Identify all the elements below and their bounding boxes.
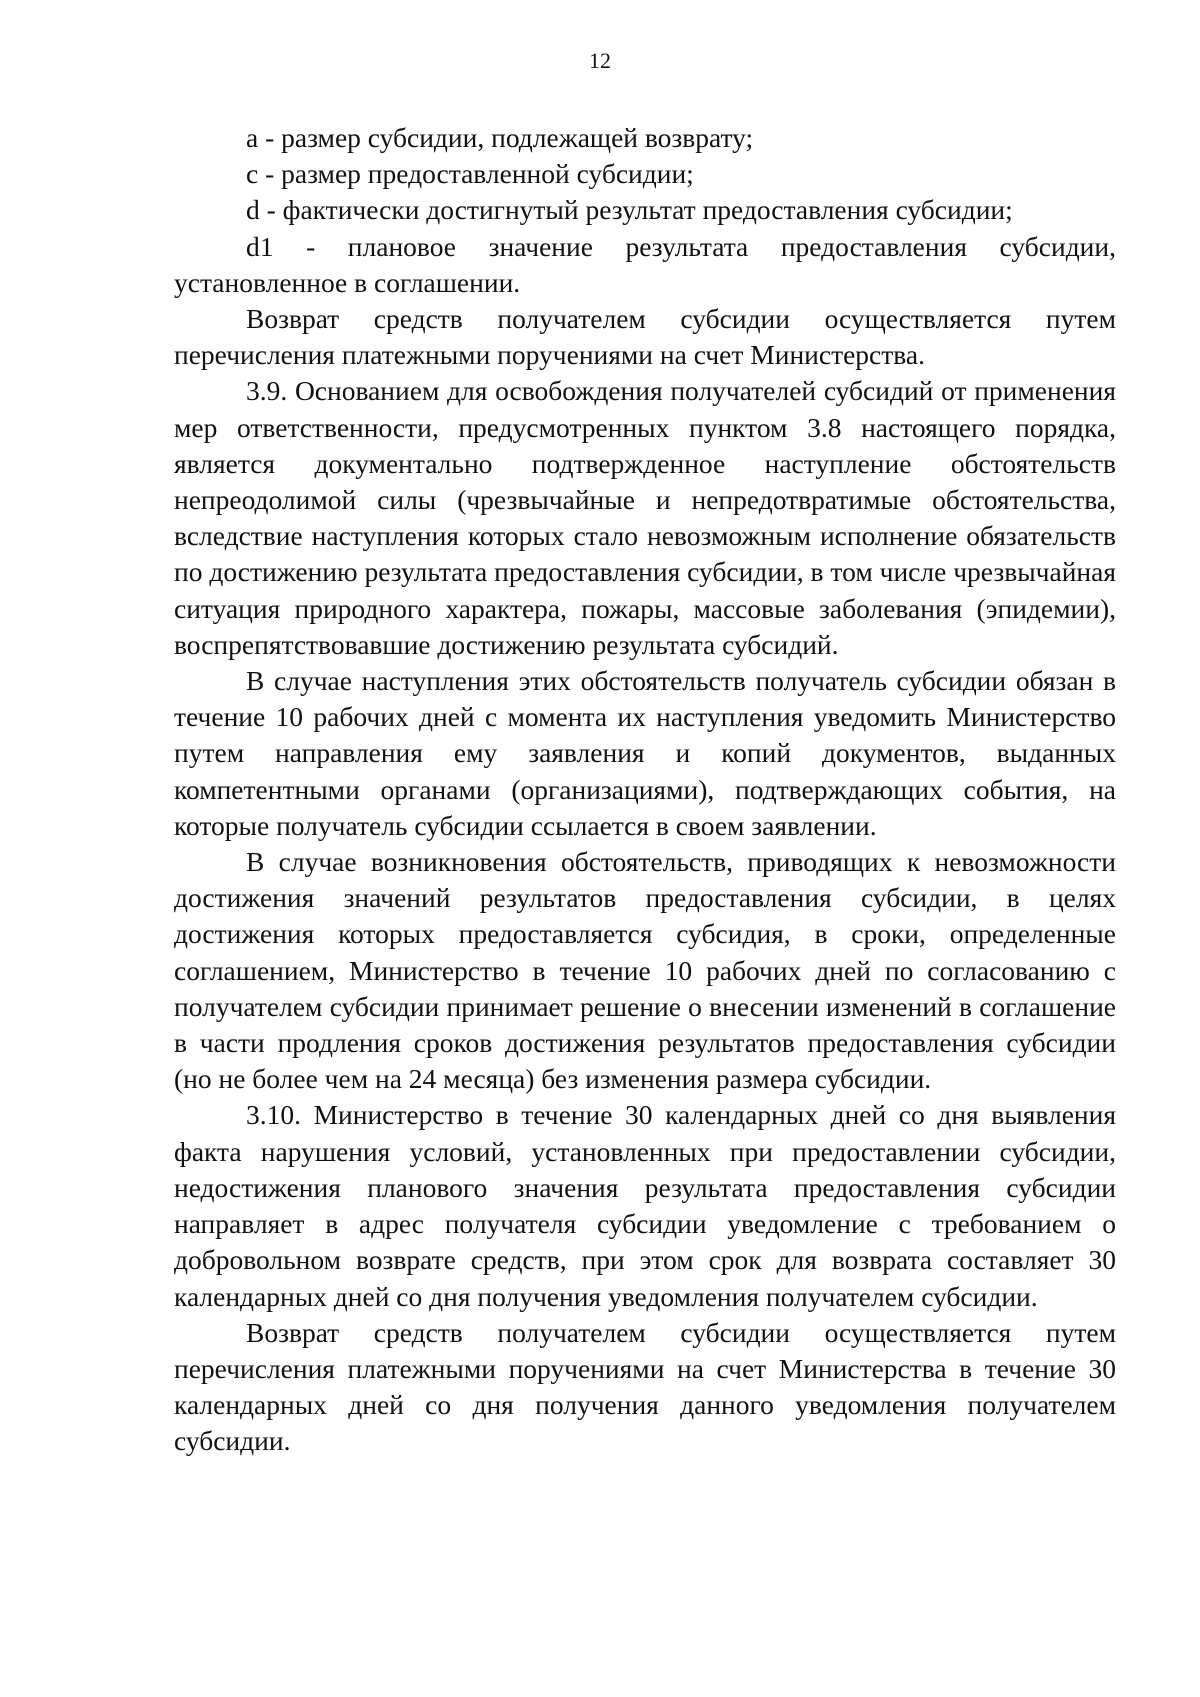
formula-variable-a: а - размер субсидии, подлежащей возврату;	[246, 122, 754, 153]
paragraph-agreement-amendment: В случае возникновения обстоятельств, приводящих к невозможности достижения значений результатов предоставления субсидии, в целях достижения которых предоставляется субсидия, в сроки, определенные соглашением, Министерство в течение 10 рабочих дней по согласованию с получателем субсидии принимает решение о внесении изменений в соглашение в части продления сроков достижения результатов предоставления субсидии (но не более чем на 24 месяца) без изменения размера субсидии.	[174, 846, 1116, 1095]
paragraph-refund-deadline: Возврат средств получателем субсидии осуществляется путем перечисления платежными поручениями на счет Министерства в течение 30 календарных дней со дня получения данного уведомления получателем субсидии.	[174, 1316, 1116, 1457]
formula-variable-d: d - фактически достигнутый результат предоставления субсидии;	[246, 194, 1013, 226]
clause-3-10: 3.10. Министерство в течение 30 календарных дней со дня выявления факта нарушения условий, установленных при предоставлении субсидии, недостижения планового значения результата предоставления субсидии направляет в адрес получателя субсидии уведомление с требованием о добровольном возврате средств, при этом срок для возврата составляет 30 календарных дней со дня получения уведомления получателем субсидии.	[174, 1099, 1116, 1312]
clause-3-9: 3.9. Основанием для освобождения получателей субсидий от применения мер ответственности, предусмотренных пунктом 3.8 настоящего порядка, является документально подтвержденное наступление обстоятельств непреодолимой силы (чрезвычайные и непредотвратимые обстоятельства, вследствие наступления которых стало невозможным исполнение обязательств по достижению результата предоставления субсидии, в том числе чрезвычайная ситуация природного характера, пожары, массовые заболевания (эпидемии), воспрепятствовавшие достижению результата субсидий.	[174, 375, 1116, 660]
page-number: 12	[589, 48, 611, 73]
document-body	[174, 120, 1116, 1460]
paragraph-refund-method: Возврат средств получателем субсидии осуществляется путем перечисления платежными поручениями на счет Министерства.	[174, 303, 1116, 371]
formula-variable-c: с - размер предоставленной субсидии;	[246, 158, 694, 190]
paragraph-notification-duty: В случае наступления этих обстоятельств получатель субсидии обязан в течение 10 рабочих дней с момента их наступления уведомить Министерство путем направления ему заявления и копий документов, выданных компетентными органами (организациями), подтверждающих события, на которые получатель субсидии ссылается в своем заявлении.	[174, 665, 1116, 841]
formula-variable-d1: d1 - плановое значение результата предоставления субсидии, установленное в соглашении.	[174, 230, 1116, 298]
